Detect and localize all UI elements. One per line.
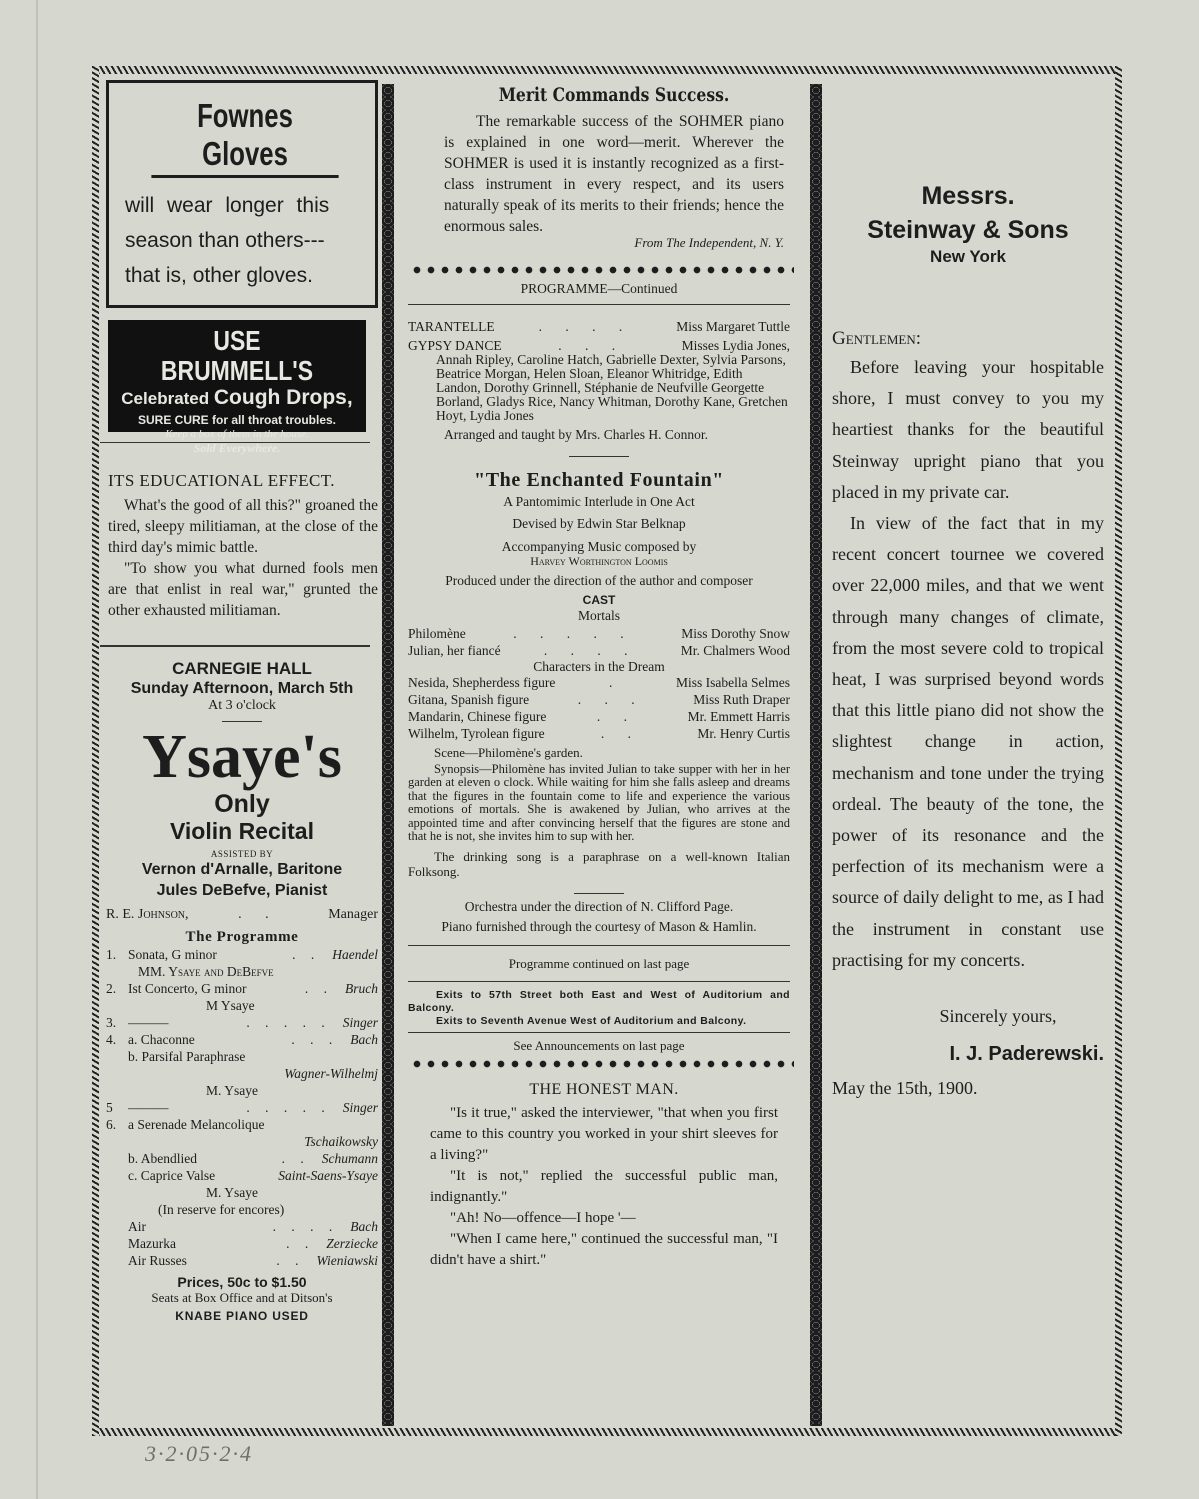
gypsy-row: GYPSY DANCE . . . Misses Lydia Jones, [408,338,790,353]
steinway-firm: Steinway & Sons [867,216,1069,244]
carnegie-ad [106,659,378,1323]
fountain-devised: Devised by Edwin Star Belknap [512,516,686,531]
carnegie-time: At 3 o'clock [208,698,276,713]
cast-row: Nesida, Shepherdess figure . Miss Isabella Selmes [408,675,790,690]
carnegie-assisted: ASSISTED BY [210,849,274,859]
carnegie-artist: Ysaye's [142,723,342,791]
steinway-salutation: Gentlemen: [832,328,922,349]
brummell-line-3: SURE CURE for all throat troubles. [137,413,337,427]
fountain-composer: Harvey Worthington Loomis [530,554,668,568]
left-column [106,80,378,1323]
carnegie-assist-1: Vernon d'Arnalle, Baritone [141,861,343,878]
orchestra-text: Orchestra under the direction of N. Clifford Page. [464,899,734,915]
carnegie-date: Sunday Afternoon, March 5th [130,680,354,697]
cast-row: Julian, her fiancé . . . . Mr. Chalmers Wood [408,643,790,658]
carnegie-seats: Seats at Box Office and at Ditson's [151,1290,333,1305]
brummell-line-5: Sold Everywhere. [193,441,281,455]
programme-item: b. Parsifal Paraphrase [128,1049,246,1064]
fountain-produced: Produced under the direction of the author and composer [445,573,753,588]
honest-man-p3: "Ah! No—offence—I hope '— [450,1210,636,1227]
brummell-line-2: Celebrated Cough Drops, [121,386,353,409]
wave-divider [410,265,794,275]
steinway-date: May the 15th, 1900. [832,1078,978,1099]
column-divider-left [382,84,394,1426]
brummell-line-1: USE BRUMMELL'S [160,325,314,386]
carnegie-recital: Violin Recital [169,818,314,844]
right-border [1115,66,1122,1436]
exits-1: Exits to 57th Street both East and West of Auditorium and Balcony. [408,989,790,1015]
drinking-song-text: The drinking song is a paraphrase on a well-known Italian Folksong. [408,849,790,880]
carnegie-programme-list [106,946,378,1269]
divider [408,1032,790,1033]
steinway-messrs: Messrs. [921,182,1015,210]
cast-row: Philomène . . . . . Miss Dorothy Snow [408,626,790,641]
fownes-ad [106,80,378,308]
left-border [92,66,99,1436]
top-border [92,66,1122,74]
page-frame [92,66,1122,1436]
steinway-header [832,182,1104,267]
fownes-line-3: that is, other gloves. [125,264,313,287]
steinway-para-1: Before leaving your hospitable shore, I must convey to you my heartiest thanks for the beautiful Steinway upright piano that you placed in my private car. [832,357,1104,502]
pencil-annotation: 3·2·05·2·4 [145,1441,253,1466]
honest-man-p2: "It is not," replied the successful public man, indignantly." [430,1168,778,1206]
militia-anecdote [106,471,378,621]
mortals-list [408,625,790,659]
middle-column [404,84,800,1271]
divider [408,981,790,982]
divider [408,945,790,946]
programme-item: b. Abendlied . . Schumann [128,1151,378,1166]
sohmer-title: Merit Commands Success. [498,84,730,106]
steinway-signature: I. J. Paderewski. [949,1043,1104,1066]
programme-item: (In reserve for encores) [158,1202,285,1217]
carnegie-prices: Prices, 50c to $1.50 [177,1274,307,1290]
programme-item: 1. Sonata, G minor . . Haendel [106,947,378,962]
dream-heading: Characters in the Dream [533,659,665,674]
militia-title: ITS EDUCATIONAL EFFECT. [108,471,335,490]
announcements-text: See Announcements on last page [513,1038,685,1054]
fountain-music-by: Accompanying Music composed by [501,539,697,554]
programme-item: 6. a Serenade Melancolique [106,1117,265,1132]
honest-man-anecdote [404,1081,800,1271]
sohmer-body: The remarkable success of the SOHMER piano is explained in one word—merit. Wherever the SOHMER is used it is instantly recognized as a first-class instrument in every respect, and its users naturally speak of its merits to their friends; hence the enormous sales. [444,113,784,235]
bottom-border [92,1428,1122,1436]
steinway-testimonial [832,86,1104,1099]
programme-heading: PROGRAMME—Continued [408,281,790,305]
militia-para-1: What's the good of all this?" groaned the tired, sleepy militiaman, at the close of the third day's mimic battle. [108,497,378,556]
programme-item: 2. Ist Concerto, G minor . . Bruch [106,981,378,996]
steinway-closing: Sincerely yours, [939,1006,1057,1027]
cast-row: Wilhelm, Tyrolean figure . . Mr. Henry Curtis [408,726,790,741]
divider [222,721,262,722]
honest-man-p1: "Is it true," asked the interviewer, "that when you first came to this country you worked in your shirt sleeves for a living?" [430,1105,778,1164]
carnegie-manager: R. E. Johnson, . . Manager [106,907,378,922]
wave-divider [410,1059,794,1069]
cast-row: Gitana, Spanish figure . . . Miss Ruth Draper [408,692,790,707]
divider [574,893,624,894]
programme-item: Mazurka . . Zerziecke [128,1236,378,1251]
honest-man-title: THE HONEST MAN. [529,1081,679,1099]
piano-text: Piano furnished through the courtesy of Mason & Hamlin. [441,919,757,935]
programme-item: Tschaikowsky [304,1134,378,1149]
brummell-ad [108,320,366,455]
programme-continued [404,281,800,1053]
programme-item: 4. a. Chaconne . . . Bach [106,1032,378,1047]
divider [100,645,370,647]
divider [569,456,629,457]
fountain-subtitle: A Pantomimic Interlude in One Act [503,494,695,509]
brummell-line-4: Keep a box of them in the house. [165,428,309,440]
tarantelle-row: TARANTELLE . . . . Miss Margaret Tuttle [408,319,790,334]
steinway-para-2: In view of the fact that in my recent concert tournee we covered over 22,000 miles, and that we went through many changes of climate, from the most severe cold to tropical heat, I was surprised beyond words that this little piano did not show the slightest change in action, mechanism and tone under the trying ordeal. The beauty of the tone, the power of its resonance and the perfection of its mechanism were a source of daily delight to me, as I had the instrument in constant use practising for my concerts. [832,513,1104,970]
synopsis-text: Synopsis—Philomène has invited Julian to take supper with her in her garden at eleven o clock. While waiting for him she falls asleep and dreams that the figures in the fountain come to life and experience the various emotions of mortals. She is awakened by Julian, who arrives at the appointed time and after convincing herself that the figures are stone and that he is not, she invites him to sup with her. [408,762,790,844]
fountain-title: "The Enchanted Fountain" [474,469,724,491]
cast-row: Mandarin, Chinese figure . . Mr. Emmett Harris [408,709,790,724]
programme-item: Air . . . . Bach [128,1219,378,1234]
programme-item: M Ysaye [206,998,255,1013]
continued-text: Programme continued on last page [508,956,690,972]
dream-list [408,674,790,742]
arranged-by: Arranged and taught by Mrs. Charles H. Connor. [444,427,708,442]
programme-item: M. Ysaye [206,1185,258,1200]
exits-2: Exits to Seventh Avenue West of Auditorium and Balcony. [436,1015,747,1028]
steinway-city: New York [930,247,1006,266]
sohmer-source: From The Independent, N. Y. [634,235,784,250]
carnegie-assist-2: Jules DeBefve, Pianist [156,882,328,899]
programme-item: 3. ——— . . . . . Singer [106,1015,378,1030]
honest-man-p4: "When I came here," continued the successful man, "I didn't have a shirt." [430,1231,778,1269]
programme-item: M. Ysaye [206,1083,258,1098]
militia-para-2: "To show you what durned fools men are that enlist in real war," grunted the other exhausted militiaman. [108,560,378,619]
cast-heading: CAST [582,593,616,607]
programme-item: MM. Ysaye and DeBefve [138,964,274,979]
carnegie-programme-title: The Programme [185,929,299,945]
carnegie-only: Only [214,790,270,818]
programme-item: 5 ——— . . . . . Singer [106,1100,378,1115]
programme-item: Air Russes . . Wieniawski [128,1253,378,1268]
page-binding-edge [36,0,38,1499]
programme-item: c. Caprice Valse Saint-Saens-Ysaye [128,1168,378,1183]
carnegie-venue: CARNEGIE HALL [172,659,312,678]
sohmer-ad [404,84,800,251]
scene-text: Scene—Philomène's garden. [434,745,583,760]
carnegie-knabe: KNABE PIANO USED [175,1309,309,1323]
programme-item: Wagner-Wilhelmj [284,1066,378,1081]
fownes-line-1: will wear longer this [125,194,330,217]
fownes-line-2: season than others--- [125,229,325,252]
column-divider-right [810,84,822,1426]
mortals-heading: Mortals [578,608,620,623]
gypsy-names: Annah Ripley, Caroline Hatch, Gabrielle Dexter, Sylvia Parsons, Beatrice Morgan, Helen Sloan, Eleanor Whitridge, Edith Landon, Dorothy Grinnell, Stéphanie de Neufville Georgette Borland, Gladys Rice, Nancy Whitman, Dorothy Kane, Gretchen Hoyt, Lydia Jones [436,352,788,423]
fownes-title: Fownes Gloves [125,97,365,178]
